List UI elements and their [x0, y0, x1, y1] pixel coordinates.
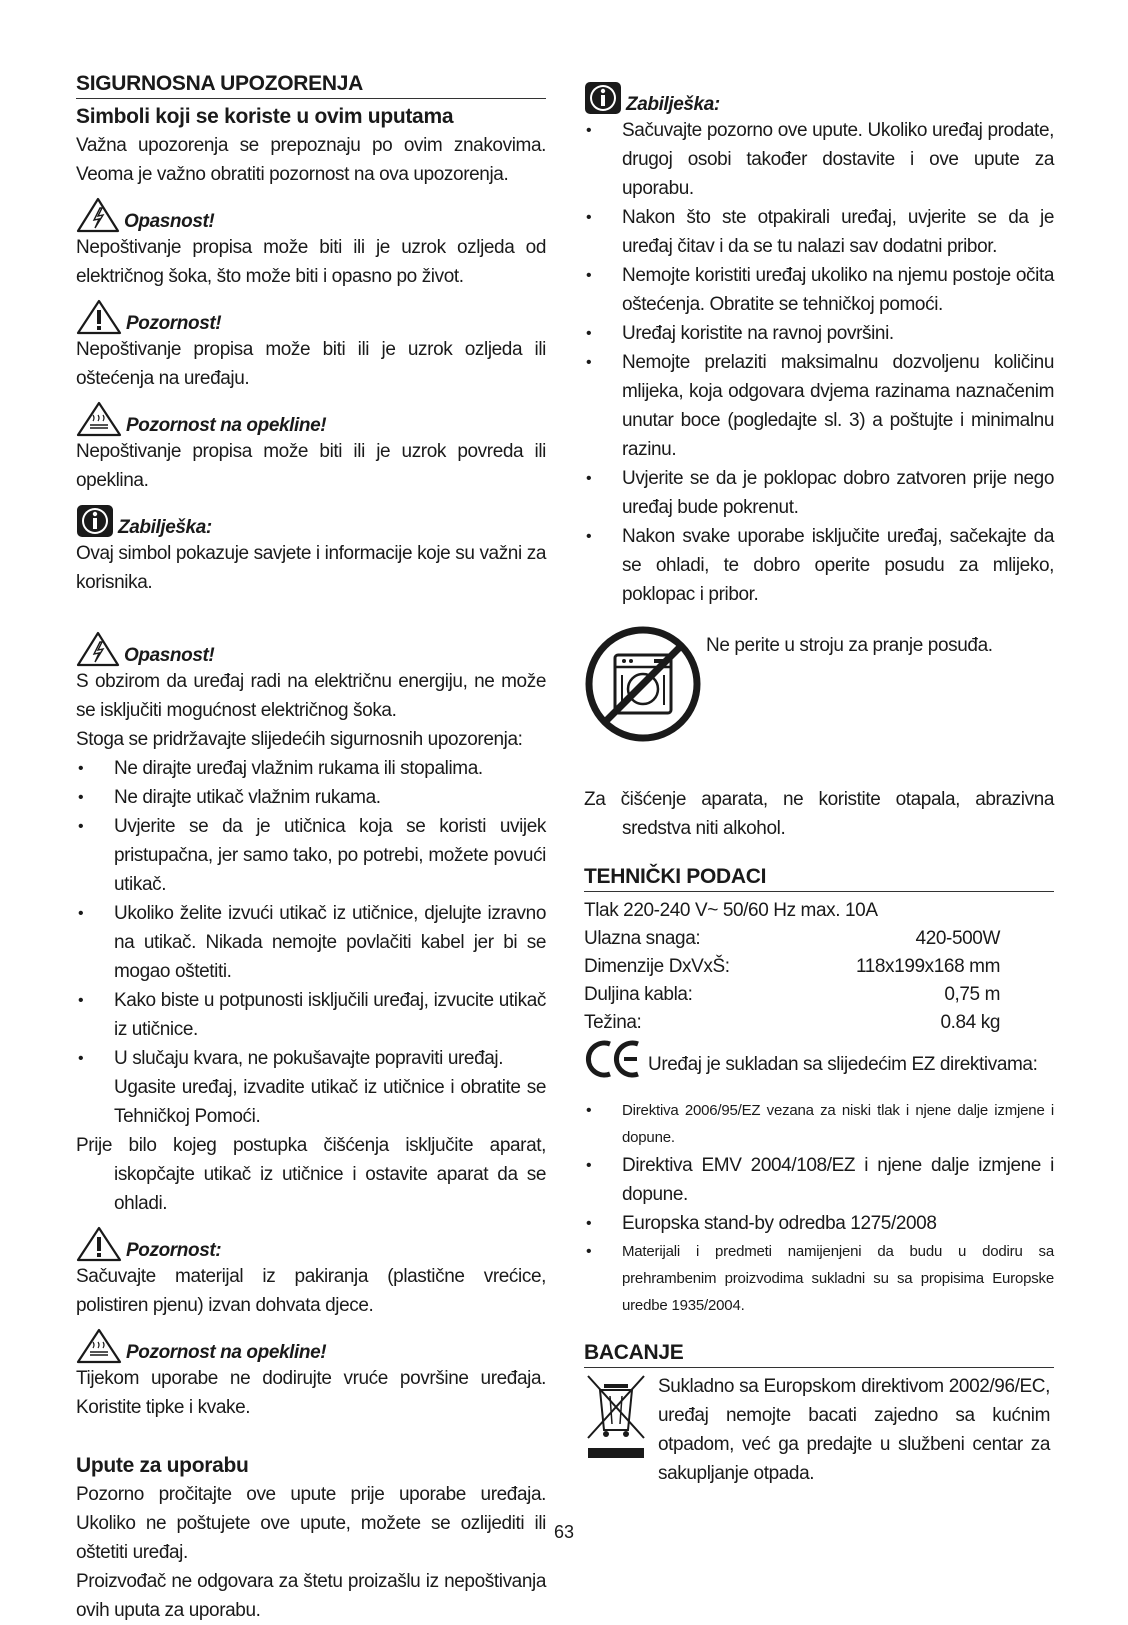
danger2-text: S obzirom da uređaj radi na električnu energiju, ne može se isključiti mogućnost električnog šoka.	[76, 671, 546, 721]
list-item: • Ne dirajte uređaj vlažnim rukama ili stopalima.	[76, 754, 546, 783]
note-block	[584, 80, 1054, 116]
spec-label: Težina:	[584, 1012, 642, 1033]
ce-notice	[584, 1039, 1054, 1079]
left-column	[76, 72, 546, 1625]
cleaning-text: Prije bilo kojeg postupka čišćenja isključite aparat, iskopčajte utikač iz utičnice i ostavite aparat da se ohladi.	[76, 1135, 546, 1214]
spec-value: 0.84 kg	[940, 1012, 1000, 1033]
electric-shock-icon	[76, 631, 120, 667]
hot-surface-icon	[76, 1328, 122, 1364]
safety-section-title: SIGURNOSNA UPOZORENJA	[76, 72, 546, 99]
danger-text: Nepoštivanje propisa može biti ili je uzrok ozljeda od električnog šoka, što može biti i opasno po život.	[76, 237, 546, 287]
spec-row	[584, 925, 1000, 953]
danger-label: Opasnost!	[124, 211, 215, 232]
danger2-intro: Stoga se pridržavajte slijedećih sigurnosnih upozorenja:	[76, 729, 523, 750]
note-block	[76, 499, 546, 539]
disposal-text: Sukladno sa Europskom direktivom 2002/96/EC, uređaj nemojte bacati zajedno sa kućnim otpadom, već ga predajte u službeni centar za sakupljanje otpada.	[658, 1376, 1050, 1484]
tech-heading: TEHNIČKI PODACI	[584, 865, 1054, 892]
list-item: • U slučaju kvara, ne pokušavajte popraviti uređaj.	[76, 1044, 546, 1073]
exclamation-warning-icon	[76, 299, 122, 335]
dishwasher-notice	[584, 625, 1054, 755]
note-label: Zabilješka:	[626, 94, 720, 115]
spec-value: 420-500W	[915, 928, 1000, 949]
spec-label: Duljina kabla:	[584, 984, 693, 1005]
dishwasher-text: Ne perite u stroju za pranje posuđa.	[706, 635, 993, 656]
spec-row	[584, 981, 1000, 1009]
disposal-heading: BACANJE	[584, 1341, 1054, 1368]
list-item: • Materijali i predmeti namijenjeni da budu u dodiru sa prehrambenim proizvodima sukladni su sa propisima Europske uredbe 1935/2004.	[584, 1238, 1054, 1319]
list-item: • Uređaj koristite na ravnoj površini.	[584, 319, 1054, 348]
list-item: • Europska stand-by odredba 1275/2008	[584, 1209, 1054, 1238]
hot-surface-icon	[76, 401, 122, 437]
safety-list	[76, 754, 546, 1073]
usage-heading: Upute za uporabu	[76, 1454, 249, 1477]
list-item: • Nemojte koristiti uređaj ukoliko na njemu postoje očita oštećenja. Obratite se tehničkoj pomoći.	[584, 261, 1054, 319]
list-item: • Kako biste u potpunosti isključili uređaj, izvucite utikač iz utičnice.	[76, 986, 546, 1044]
caution-warning	[76, 295, 546, 335]
directive-list	[584, 1238, 1054, 1319]
crossed-bin-icon	[584, 1372, 648, 1464]
directive-list	[584, 1151, 1054, 1238]
list-item: • Uvjerite se da je utičnica koja se koristi uvijek pristupačna, jer samo tako, po potrebi, možete povući utikač.	[76, 812, 546, 899]
electric-shock-icon	[76, 197, 120, 233]
burn-label: Pozornost na opekline!	[126, 415, 327, 436]
exclamation-warning-icon	[76, 1226, 122, 1262]
usage-paragraph-1: Pozorno pročitajte ove upute prije uporabe uređaja. Ukoliko ne poštujete ove upute, možete se ozlijediti ili oštetiti uređaj.	[76, 1484, 546, 1563]
disposal-notice	[584, 1372, 1054, 1488]
spec-label: Ulazna snaga:	[584, 928, 701, 949]
directive-list	[584, 1097, 1054, 1151]
note-list	[584, 116, 1054, 609]
right-column	[584, 72, 1054, 1488]
symbols-heading: Simboli koji se koriste u ovim uputama	[76, 105, 454, 128]
spec-row	[584, 953, 1000, 981]
spec-row	[584, 1009, 1000, 1037]
spec-label: Dimenzije DxVxŠ:	[584, 956, 730, 977]
list-item: • Ukoliko želite izvući utikač iz utičnice, djelujte izravno na utikač. Nikada nemojte povlačiti kabel jer bi se mogao oštetiti.	[76, 899, 546, 986]
spec-value: 0,75 m	[944, 984, 1000, 1005]
danger-warning	[76, 193, 546, 233]
note-text: Ovaj simbol pokazuje savjete i informacije koje su važni za korisnika.	[76, 543, 546, 593]
caution-text: Nepoštivanje propisa može biti ili je uzrok ozljeda ili oštećenja na uređaju.	[76, 339, 546, 389]
list-item: • Direktiva 2006/95/EZ vezana za niski tlak i njene dalje izmjene i dopune.	[584, 1097, 1054, 1151]
list-item: • Nemojte prelaziti maksimalnu dozvoljenu količinu mlijeka, koja odgovara dvjema razinama naznačenim unutar boce (pogledajte sl. 3) a poštujte i minimalnu razinu.	[584, 348, 1054, 464]
caution2-text: Sačuvajte materijal iz pakiranja (plastične vrećice, polistiren pjenu) izvan dohvata djece.	[76, 1266, 546, 1316]
caution2-label: Pozornost:	[126, 1240, 222, 1261]
caution2-warning	[76, 1222, 546, 1262]
burn2-warning	[76, 1324, 546, 1364]
burn-warning	[76, 397, 546, 437]
list-item: • Sačuvajte pozorno ove upute. Ukoliko uređaj prodate, drugoj osobi također dostavite i ove upute za uporabu.	[584, 116, 1054, 203]
danger2-warning	[76, 627, 546, 667]
list-item: • Nakon što ste otpakirali uređaj, uvjerite se da je uređaj čitav i da se tu nalazi sav dodatni pribor.	[584, 203, 1054, 261]
tech-voltage: Tlak 220-240 V~ 50/60 Hz max. 10A	[584, 900, 878, 921]
info-icon	[76, 503, 114, 539]
list-item: • Direktiva EMV 2004/108/EZ i njene dalje izmjene i dopune.	[584, 1151, 1054, 1209]
ce-text: Uređaj je sukladan sa slijedećim EZ direktivama:	[648, 1054, 1038, 1075]
spec-value: 118x199x168 mm	[855, 956, 1000, 977]
solvent-text: Za čišćenje aparata, ne koristite otapala, abrazivna sredstva niti alkohol.	[584, 789, 1054, 839]
list-item-continuation: Ugasite uređaj, izvadite utikač iz utičnice i obratite se Tehničkoj Pomoći.	[114, 1077, 546, 1127]
symbols-intro: Važna upozorenja se prepoznaju po ovim znakovima. Veoma je važno obratiti pozornost na ova upozorenja.	[76, 135, 546, 185]
list-item: • Ne dirajte utikač vlažnim rukama.	[76, 783, 546, 812]
usage-paragraph-2: Proizvođač ne odgovara za štetu proizašlu iz nepoštivanja ovih uputa za uporabu.	[76, 1571, 546, 1621]
danger2-label: Opasnost!	[124, 645, 215, 666]
list-item: • Uvjerite se da je poklopac dobro zatvoren prije nego uređaj bude pokrenut.	[584, 464, 1054, 522]
list-item: • Nakon svake uporabe isključite uređaj, sačekajte da se ohladi, te dobro operite posudu za mlijeko, poklopac i pribor.	[584, 522, 1054, 609]
no-dishwasher-icon	[584, 625, 702, 743]
burn-text: Nepoštivanje propisa može biti ili je uzrok povreda ili opeklina.	[76, 441, 546, 491]
burn2-text: Tijekom uporabe ne dodirujte vruće površine uređaja. Koristite tipke i kvake.	[76, 1368, 546, 1418]
caution-label: Pozornost!	[126, 313, 222, 334]
info-icon	[584, 80, 622, 116]
page-number: 63	[553, 1522, 575, 1542]
note-label: Zabilješka:	[118, 517, 212, 538]
burn2-label: Pozornost na opekline!	[126, 1342, 327, 1363]
ce-mark-icon	[584, 1039, 644, 1079]
